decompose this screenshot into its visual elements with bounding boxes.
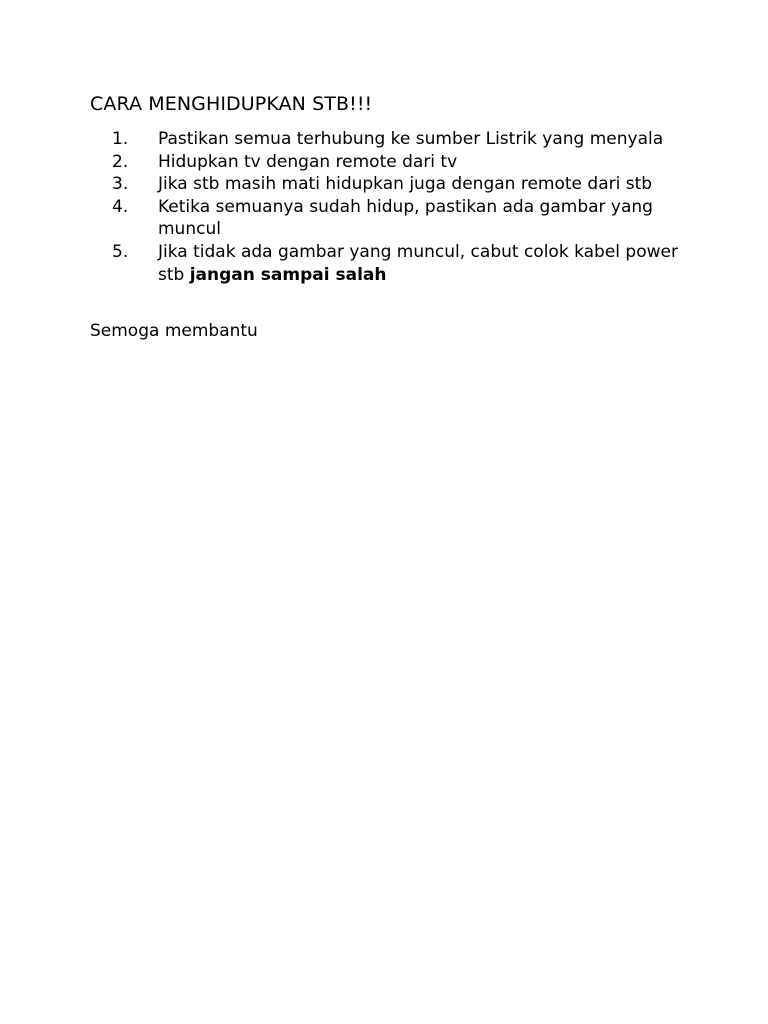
steps-list: [90, 128, 690, 286]
step-number: 3.: [112, 174, 129, 195]
document-title: CARA MENGHIDUPKAN STB!!!: [90, 93, 373, 115]
step-text: Hidupkan tv dengan remote dari tv: [158, 151, 458, 172]
list-item-step-3: [90, 173, 690, 196]
step-number: 1.: [112, 129, 129, 149]
list-item-step-4: [90, 196, 690, 241]
step-bold-emphasis: jangan sampai salah: [189, 264, 387, 285]
closing-text: Semoga membantu: [90, 321, 258, 341]
step-number: 5.: [112, 241, 129, 262]
step-number: 2.: [112, 151, 129, 172]
step-text: Jika stb masih mati hidupkan juga dengan remote dari stb: [158, 174, 653, 195]
step-text: Jika tidak ada gambar yang muncul, cabut colok kabel power stb: [158, 241, 678, 285]
step-number: 4.: [112, 196, 129, 217]
list-item-step-2: [90, 151, 690, 174]
step-text: Pastikan semua terhubung ke sumber Listrik yang menyala: [158, 129, 664, 149]
step-text-wrapper: [158, 241, 690, 286]
list-item-step-5: [90, 241, 690, 286]
step-text: Ketika semuanya sudah hidup, pastikan ada gambar yang muncul: [158, 196, 653, 240]
list-item-step-1: [90, 128, 690, 151]
